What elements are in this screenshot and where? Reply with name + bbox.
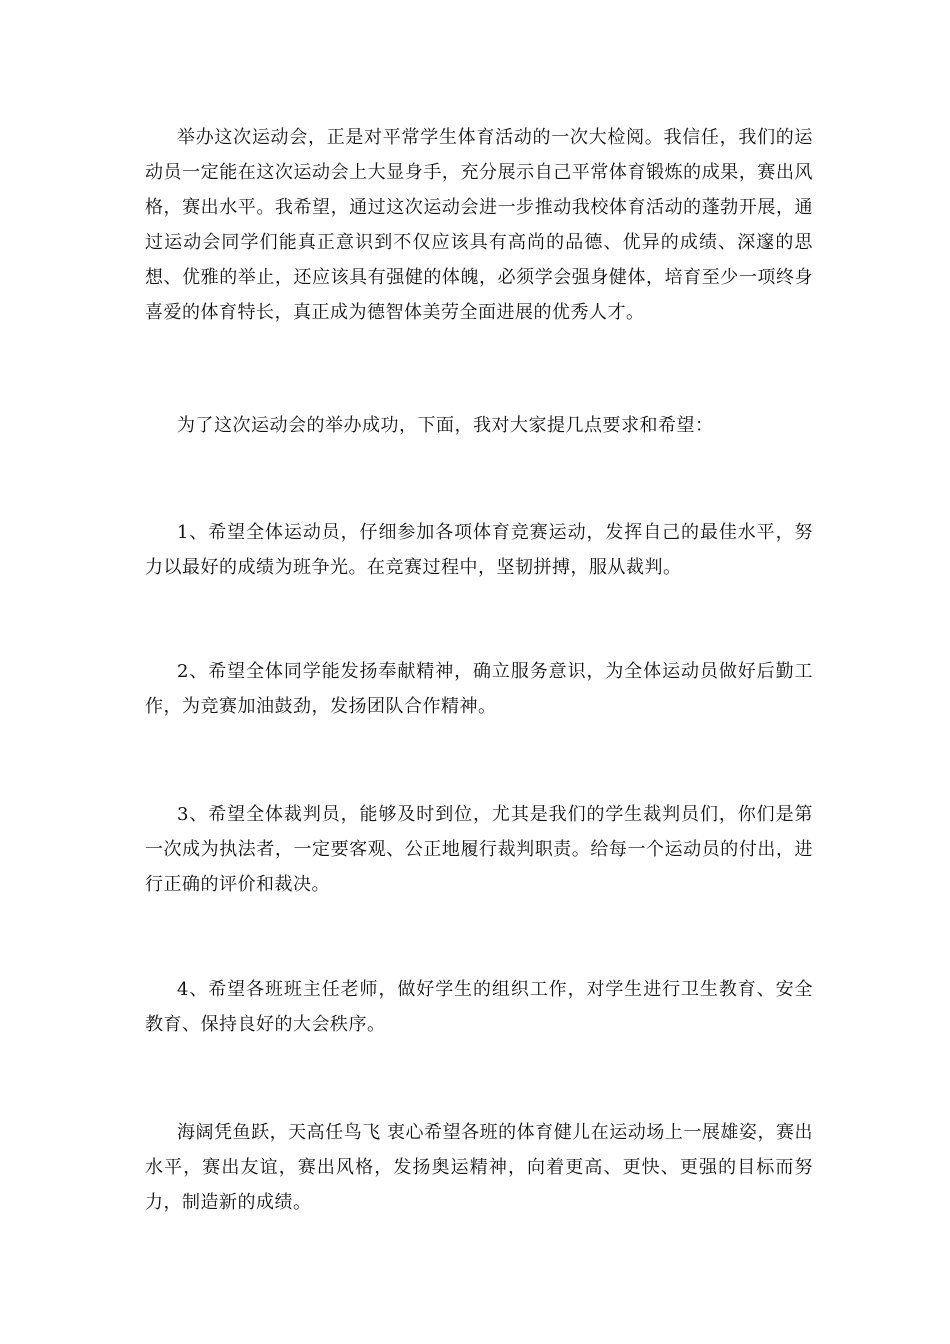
referees-requirement-paragraph: 3、希望全体裁判员，能够及时到位，尤其是我们的学生裁判员们，你们是第一次成为执法者，一定要客观、公正地履行裁判职责。给每一个运动员的付出，进行正确的评价和裁决。 bbox=[145, 804, 813, 895]
closing-paragraph: 海阔凭鱼跃，天高任鸟飞 衷心希望各班的体育健儿在运动场上一展雄姿，赛出水平，赛出友谊，赛出风格，发扬奥运精神，向着更高、更快、更强的目标而努力，制造新的成绩。 bbox=[145, 1122, 813, 1213]
teachers-requirement-paragraph: 4、希望各班班主任老师，做好学生的组织工作，对学生进行卫生教育、安全教育、保持良好的大会秩序。 bbox=[145, 979, 813, 1035]
athletes-requirement-paragraph: 1、希望全体运动员，仔细参加各项体育竞赛运动，发挥自己的最佳水平，努力以最好的成绩为班争光。在竞赛过程中，坚韧拼搏，服从裁判。 bbox=[145, 522, 813, 578]
requirements-intro-paragraph: 为了这次运动会的举办成功，下面，我对大家提几点要求和希望： bbox=[177, 415, 714, 436]
students-requirement-paragraph: 2、希望全体同学能发扬奉献精神，确立服务意识，为全体运动员做好后勤工作，为竞赛加油鼓劲，发扬团队合作精神。 bbox=[145, 661, 813, 717]
intro-paragraph: 举办这次运动会，正是对平常学生体育活动的一次大检阅。我信任，我们的运动员一定能在这次运动会上大显身手，充分展示自己平常体育锻炼的成果，赛出风格，赛出水平。我希望，通过这次运动会进一步推动我校体育活动的蓬勃开展，通过运动会同学们能真正意识到不仅应该具有高尚的品德、优异的成绩、深邃的思想、优雅的举止，还应该具有强健的体魄，必须学会强身健体，培育至少一项终身喜爱的体育特长，真正成为德智体美劳全面进展的优秀人才。 bbox=[145, 127, 813, 323]
